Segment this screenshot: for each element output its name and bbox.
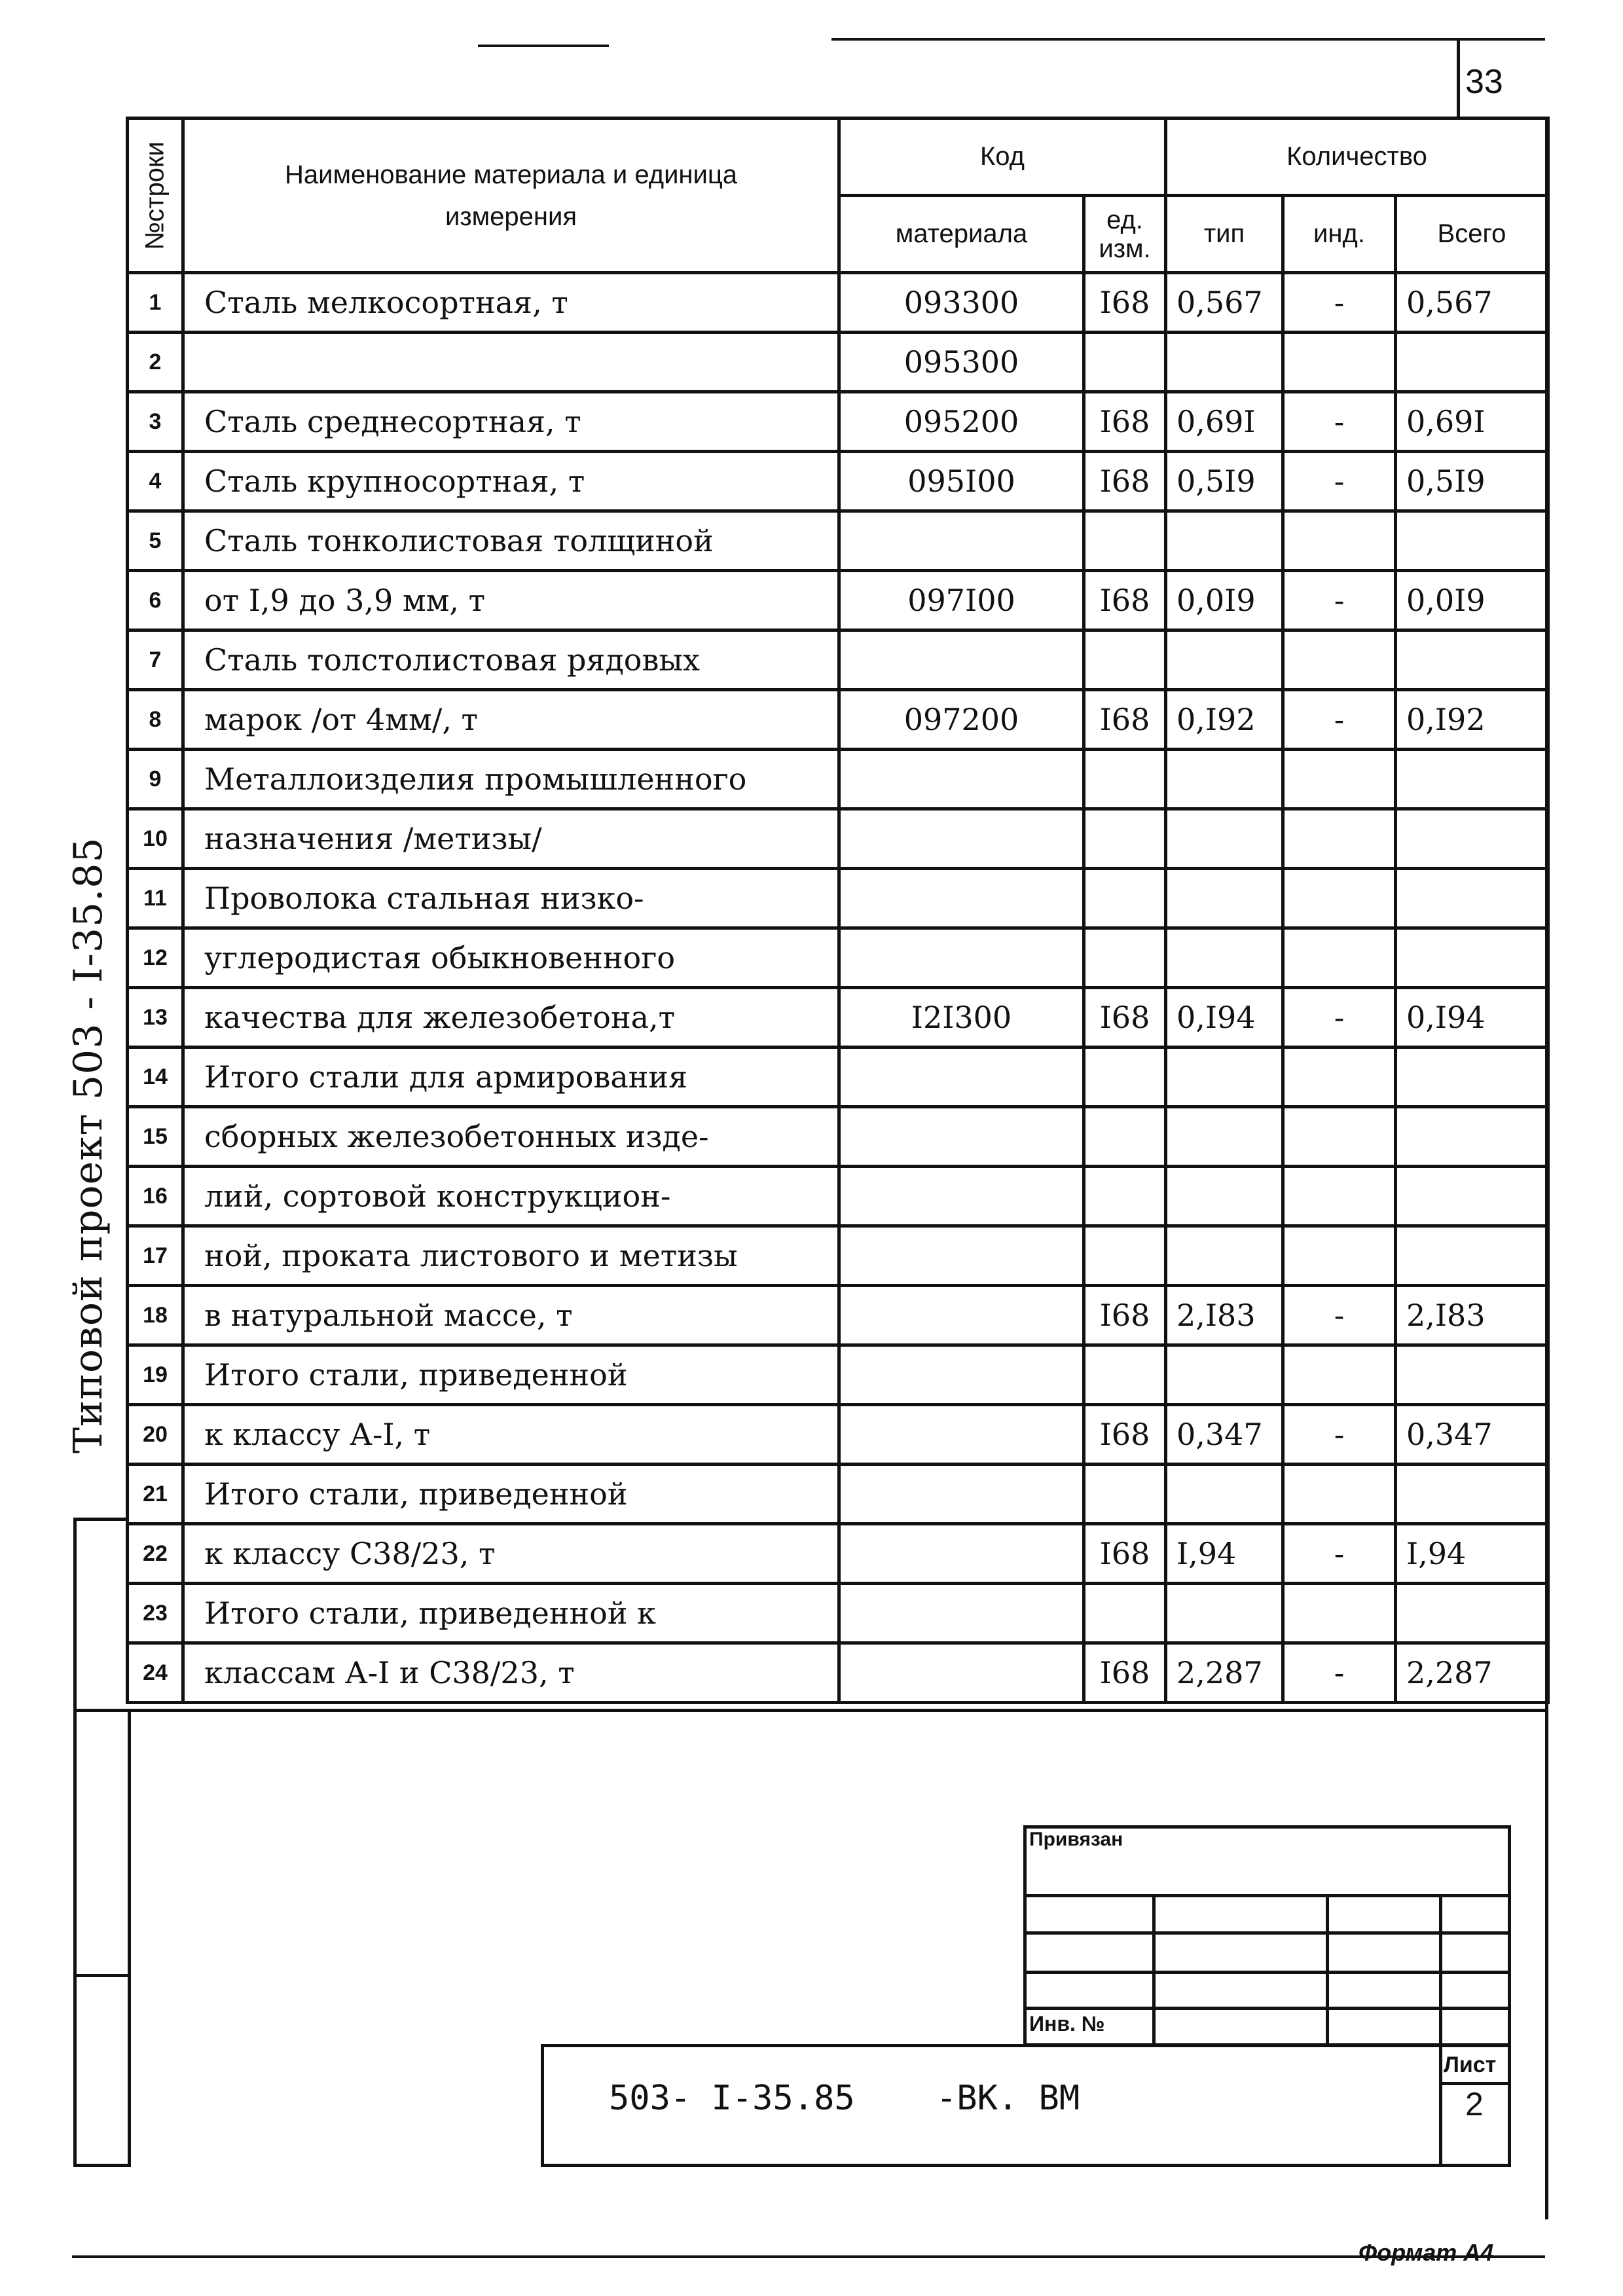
qty-ind-cell	[1283, 1584, 1396, 1643]
table-row	[128, 928, 1548, 988]
sheet-label: Лист	[1444, 2052, 1497, 2077]
qty-total-cell	[1396, 1226, 1548, 1286]
material-code-cell: 097200	[839, 690, 1084, 750]
material-code-cell: 095200	[839, 392, 1084, 452]
qty-type-cell: 0,I94	[1166, 988, 1283, 1048]
unit-code-cell: I68	[1084, 1286, 1166, 1345]
unit-code-cell: I68	[1084, 1524, 1166, 1584]
header-qty-ind: инд.	[1283, 196, 1396, 273]
table-row	[128, 392, 1548, 452]
bottom-left-inner-line	[128, 1709, 131, 2167]
material-code-cell: 093300	[839, 273, 1084, 333]
qty-ind-cell	[1283, 1226, 1396, 1286]
material-name-cell: Металлоизделия промышленного	[183, 750, 839, 809]
qty-total-cell	[1396, 333, 1548, 392]
left-frame-tick-2	[73, 1974, 129, 1977]
table-row	[128, 1226, 1548, 1286]
header-row-number: №строки	[128, 118, 183, 273]
unit-code-cell	[1084, 1226, 1166, 1286]
qty-ind-cell	[1283, 869, 1396, 928]
qty-type-cell	[1166, 809, 1283, 869]
qty-type-cell	[1166, 1584, 1283, 1643]
left-frame-tick-3	[73, 2164, 129, 2167]
row-number-cell: 9	[128, 750, 183, 809]
header-quantity-group: Количество	[1166, 118, 1548, 196]
attached-col-3	[1439, 1894, 1442, 2047]
qty-total-cell: I,94	[1396, 1524, 1548, 1584]
row-number-cell: 18	[128, 1286, 183, 1345]
qty-ind-cell: -	[1283, 1643, 1396, 1703]
material-code-cell	[839, 630, 1084, 690]
qty-type-cell	[1166, 630, 1283, 690]
unit-code-cell	[1084, 1167, 1166, 1226]
row-number-cell: 23	[128, 1584, 183, 1643]
unit-code-cell: I68	[1084, 1643, 1166, 1703]
qty-total-cell	[1396, 1048, 1548, 1107]
materials-table	[126, 117, 1550, 1704]
material-code-cell	[839, 1524, 1084, 1584]
material-code-cell: I2I300	[839, 988, 1084, 1048]
qty-ind-cell: -	[1283, 1286, 1396, 1345]
row-number-cell: 8	[128, 690, 183, 750]
row-number-cell: 19	[128, 1345, 183, 1405]
material-name-cell: Итого стали, приведенной к	[183, 1584, 839, 1643]
row-number-cell: 16	[128, 1167, 183, 1226]
qty-ind-cell	[1283, 1345, 1396, 1405]
unit-code-cell: I68	[1084, 273, 1166, 333]
qty-ind-cell: -	[1283, 273, 1396, 333]
qty-type-cell: 0,0I9	[1166, 571, 1283, 630]
row-number-cell: 7	[128, 630, 183, 690]
row-number-cell: 21	[128, 1465, 183, 1524]
material-code-cell	[839, 1048, 1084, 1107]
material-code-cell	[839, 1405, 1084, 1465]
material-name-cell: от I,9 до 3,9 мм, т	[183, 571, 839, 630]
attached-rule-3	[1023, 1971, 1511, 1974]
material-code-cell: 097I00	[839, 571, 1084, 630]
sheet-divider	[1439, 2044, 1442, 2167]
qty-ind-cell	[1283, 333, 1396, 392]
material-code-cell	[839, 928, 1084, 988]
document-designation-suffix: -ВК. ВМ	[936, 2079, 1080, 2118]
qty-type-cell: 0,I92	[1166, 690, 1283, 750]
qty-ind-cell	[1283, 1167, 1396, 1226]
table-row	[128, 1048, 1548, 1107]
page-number-divider	[1457, 39, 1460, 117]
left-frame-tick	[73, 1518, 129, 1521]
table-row	[128, 988, 1548, 1048]
attached-rule-1	[1023, 1894, 1511, 1897]
qty-type-cell: 0,69I	[1166, 392, 1283, 452]
attached-label: Привязан	[1029, 1829, 1123, 1850]
table-row	[128, 630, 1548, 690]
unit-code-cell	[1084, 1048, 1166, 1107]
material-name-cell: Сталь среднесортная, т	[183, 392, 839, 452]
material-name-cell: в натуральной массе, т	[183, 1286, 839, 1345]
unit-code-cell	[1084, 1107, 1166, 1167]
row-number-cell: 5	[128, 511, 183, 571]
header-code-unit: ед. изм.	[1084, 196, 1166, 273]
material-name-cell: углеродистая обыкновенного	[183, 928, 839, 988]
material-name-cell: Итого стали, приведенной	[183, 1465, 839, 1524]
unit-code-cell	[1084, 1584, 1166, 1643]
attached-col-2	[1326, 1894, 1329, 2047]
material-name-cell: Проволока стальная низко-	[183, 869, 839, 928]
qty-total-cell	[1396, 869, 1548, 928]
qty-ind-cell: -	[1283, 452, 1396, 511]
qty-ind-cell	[1283, 511, 1396, 571]
format-label: Формат А4	[1359, 2239, 1494, 2266]
row-number-cell: 13	[128, 988, 183, 1048]
table-row	[128, 1643, 1548, 1703]
material-name-cell: к классу А-I, т	[183, 1405, 839, 1465]
row-number-cell: 6	[128, 571, 183, 630]
qty-type-cell	[1166, 1167, 1283, 1226]
row-number-cell: 2	[128, 333, 183, 392]
qty-type-cell	[1166, 1226, 1283, 1286]
table-row	[128, 809, 1548, 869]
material-name-cell: ной, проката листового и метизы	[183, 1226, 839, 1286]
unit-code-cell	[1084, 869, 1166, 928]
qty-total-cell: 0,0I9	[1396, 571, 1548, 630]
left-frame-line	[73, 1519, 77, 2167]
material-code-cell	[839, 1465, 1084, 1524]
qty-total-cell	[1396, 750, 1548, 809]
table-row	[128, 1465, 1548, 1524]
table-row	[128, 1524, 1548, 1584]
table-row	[128, 1584, 1548, 1643]
material-name-cell: качества для железобетона,т	[183, 988, 839, 1048]
material-code-cell	[839, 1584, 1084, 1643]
attached-rule-2	[1023, 1931, 1511, 1935]
table-row	[128, 571, 1548, 630]
table-row	[128, 750, 1548, 809]
qty-total-cell: 2,I83	[1396, 1286, 1548, 1345]
qty-ind-cell: -	[1283, 571, 1396, 630]
qty-total-cell: 0,I92	[1396, 690, 1548, 750]
header-code-material: материала	[839, 196, 1084, 273]
table-row	[128, 1167, 1548, 1226]
sheet-number: 2	[1465, 2086, 1484, 2123]
qty-type-cell: 2,I83	[1166, 1286, 1283, 1345]
row-number-cell: 15	[128, 1107, 183, 1167]
qty-ind-cell	[1283, 750, 1396, 809]
qty-type-cell	[1166, 1465, 1283, 1524]
qty-type-cell: I,94	[1166, 1524, 1283, 1584]
table-row	[128, 452, 1548, 511]
unit-code-cell: I68	[1084, 1405, 1166, 1465]
qty-type-cell	[1166, 750, 1283, 809]
qty-total-cell	[1396, 1167, 1548, 1226]
qty-total-cell	[1396, 630, 1548, 690]
qty-total-cell	[1396, 928, 1548, 988]
qty-type-cell	[1166, 333, 1283, 392]
row-number-cell: 10	[128, 809, 183, 869]
bottom-rule	[72, 2255, 1545, 2258]
row-number-cell: 14	[128, 1048, 183, 1107]
unit-code-cell: I68	[1084, 690, 1166, 750]
header-code-group: Код	[839, 118, 1166, 196]
material-code-cell	[839, 750, 1084, 809]
unit-code-cell	[1084, 809, 1166, 869]
material-code-cell	[839, 1345, 1084, 1405]
unit-code-cell	[1084, 750, 1166, 809]
table-row	[128, 273, 1548, 333]
table-row	[128, 1345, 1548, 1405]
qty-ind-cell: -	[1283, 690, 1396, 750]
qty-type-cell: 2,287	[1166, 1643, 1283, 1703]
table-row	[128, 1286, 1548, 1345]
side-project-label: Типовой проект 503 - I-35.85	[65, 837, 111, 1453]
inv-no-label: Инв. №	[1029, 2012, 1105, 2035]
qty-total-cell: 0,567	[1396, 273, 1548, 333]
qty-type-cell	[1166, 1048, 1283, 1107]
qty-ind-cell	[1283, 1465, 1396, 1524]
material-name-cell: классам А-I и С38/23, т	[183, 1643, 839, 1703]
table-row	[128, 690, 1548, 750]
material-code-cell	[839, 511, 1084, 571]
unit-code-cell: I68	[1084, 988, 1166, 1048]
material-name-cell: к классу С38/23, т	[183, 1524, 839, 1584]
qty-total-cell: 0,69I	[1396, 392, 1548, 452]
row-number-cell: 24	[128, 1643, 183, 1703]
row-number-cell: 17	[128, 1226, 183, 1286]
qty-ind-cell	[1283, 1048, 1396, 1107]
table-row	[128, 1107, 1548, 1167]
qty-total-cell: 2,287	[1396, 1643, 1548, 1703]
unit-code-cell	[1084, 1345, 1166, 1405]
attached-col-1	[1152, 1894, 1156, 2047]
qty-ind-cell: -	[1283, 392, 1396, 452]
material-name-cell	[183, 333, 839, 392]
qty-ind-cell: -	[1283, 1405, 1396, 1465]
row-number-cell: 22	[128, 1524, 183, 1584]
material-name-cell: Сталь мелкосортная, т	[183, 273, 839, 333]
unit-code-cell: I68	[1084, 392, 1166, 452]
material-code-cell	[839, 1107, 1084, 1167]
qty-type-cell	[1166, 511, 1283, 571]
table-row	[128, 869, 1548, 928]
qty-type-cell: 0,5I9	[1166, 452, 1283, 511]
qty-total-cell: 0,5I9	[1396, 452, 1548, 511]
qty-type-cell	[1166, 869, 1283, 928]
qty-type-cell	[1166, 1107, 1283, 1167]
material-code-cell	[839, 1286, 1084, 1345]
qty-total-cell	[1396, 809, 1548, 869]
unit-code-cell: I68	[1084, 571, 1166, 630]
qty-type-cell: 0,347	[1166, 1405, 1283, 1465]
header-qty-type: тип	[1166, 196, 1283, 273]
material-name-cell: сборных железобетонных изде-	[183, 1107, 839, 1167]
header-qty-total: Всего	[1396, 196, 1548, 273]
material-name-cell: лий, сортовой конструкцион-	[183, 1167, 839, 1226]
unit-code-cell	[1084, 333, 1166, 392]
material-code-cell	[839, 1226, 1084, 1286]
row-number-cell: 12	[128, 928, 183, 988]
top-rule-left	[478, 45, 609, 47]
attached-rule-4	[1023, 2007, 1511, 2010]
row-number-cell: 11	[128, 869, 183, 928]
row-number-cell: 20	[128, 1405, 183, 1465]
unit-code-cell	[1084, 928, 1166, 988]
qty-ind-cell: -	[1283, 1524, 1396, 1584]
unit-code-cell	[1084, 1465, 1166, 1524]
material-code-cell: 095300	[839, 333, 1084, 392]
material-code-cell	[839, 1167, 1084, 1226]
top-rule-right	[831, 38, 1545, 41]
qty-ind-cell: -	[1283, 988, 1396, 1048]
qty-total-cell	[1396, 1345, 1548, 1405]
material-code-cell	[839, 809, 1084, 869]
document-designation: 503- I-35.85	[609, 2079, 855, 2118]
unit-code-cell	[1084, 630, 1166, 690]
material-name-cell: Сталь крупносортная, т	[183, 452, 839, 511]
header-material-name: Наименование материала и единица измерения	[183, 118, 839, 273]
table-row	[128, 333, 1548, 392]
qty-ind-cell	[1283, 630, 1396, 690]
qty-ind-cell	[1283, 928, 1396, 988]
material-name-cell: Сталь тонколистовая толщиной	[183, 511, 839, 571]
qty-type-cell: 0,567	[1166, 273, 1283, 333]
material-name-cell: марок /от 4мм/, т	[183, 690, 839, 750]
material-code-cell: 095I00	[839, 452, 1084, 511]
material-name-cell: назначения /метизы/	[183, 809, 839, 869]
material-code-cell	[839, 1643, 1084, 1703]
qty-total-cell	[1396, 511, 1548, 571]
unit-code-cell: I68	[1084, 452, 1166, 511]
qty-total-cell	[1396, 1584, 1548, 1643]
row-number-cell: 1	[128, 273, 183, 333]
table-row	[128, 1405, 1548, 1465]
qty-type-cell	[1166, 928, 1283, 988]
material-code-cell	[839, 869, 1084, 928]
qty-ind-cell	[1283, 809, 1396, 869]
qty-ind-cell	[1283, 1107, 1396, 1167]
unit-code-cell	[1084, 511, 1166, 571]
qty-type-cell	[1166, 1345, 1283, 1405]
qty-total-cell: 0,347	[1396, 1405, 1548, 1465]
row-number-cell: 3	[128, 392, 183, 452]
page-number: 33	[1465, 63, 1503, 101]
table-row	[128, 511, 1548, 571]
material-name-cell: Итого стали для армирования	[183, 1048, 839, 1107]
qty-total-cell	[1396, 1107, 1548, 1167]
material-name-cell: Сталь толстолистовая рядовых	[183, 630, 839, 690]
table-bottom-rule	[73, 1709, 1546, 1712]
row-number-cell: 4	[128, 452, 183, 511]
material-name-cell: Итого стали, приведенной	[183, 1345, 839, 1405]
qty-total-cell	[1396, 1465, 1548, 1524]
qty-total-cell: 0,I94	[1396, 988, 1548, 1048]
